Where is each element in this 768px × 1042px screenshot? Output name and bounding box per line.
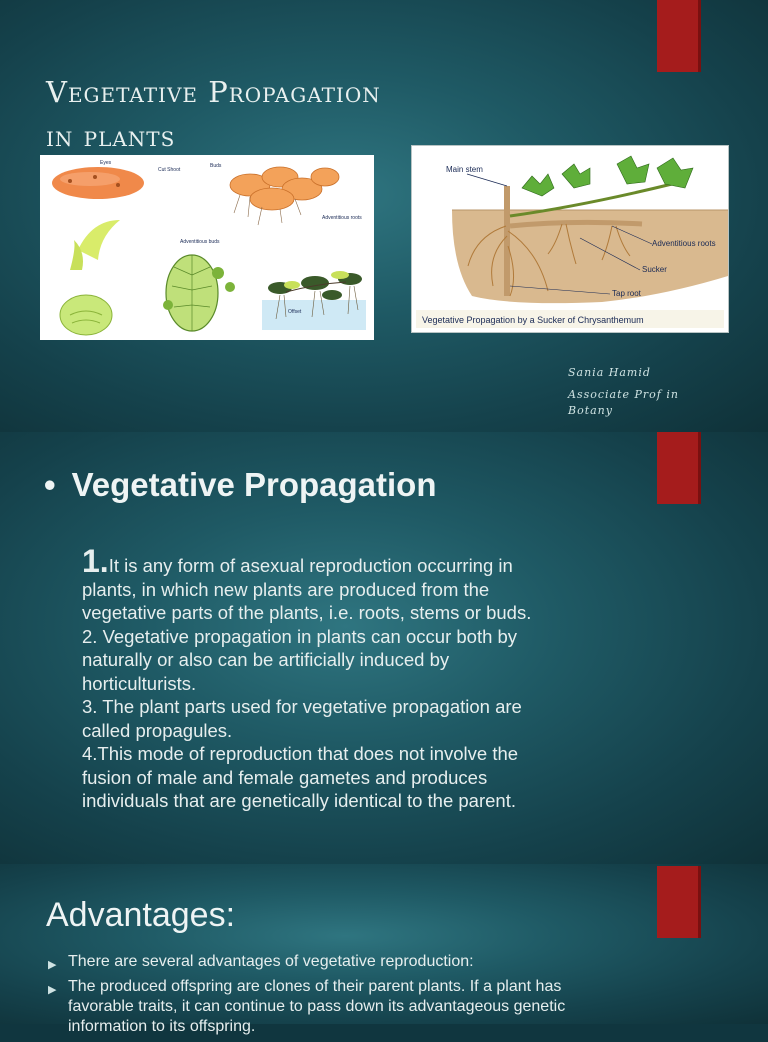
line-5: naturally or also can be artificially induced by: [82, 649, 450, 670]
title-line-2: in plants: [46, 119, 176, 153]
line-4: 2. Vegetative propagation in plants can occur both by: [82, 625, 518, 647]
slide-definition: [0, 432, 768, 864]
label-adventitious-roots: Adventitious roots: [322, 215, 362, 221]
label-buds: Buds: [210, 163, 222, 169]
diagram-caption: Vegetative Propagation by a Sucker of Chrysanthemum: [422, 315, 644, 325]
advantages-heading: Advantages:: [46, 896, 236, 934]
label-main-stem: Main stem: [446, 165, 483, 174]
label-eyes: Eyes: [100, 160, 112, 166]
accent-bar: [657, 866, 701, 938]
heading-text: Vegetative Propagation: [71, 466, 437, 503]
propagation-examples-image: [40, 155, 374, 340]
triangle-bullet-icon: ▶: [48, 959, 57, 971]
author-block: [568, 365, 679, 425]
line-11: individuals that are genetically identical to the parent.: [82, 790, 516, 811]
slide-title: [0, 0, 768, 432]
label-adventitious-buds: Adventitious buds: [180, 239, 220, 245]
bullet-dot: •: [44, 466, 56, 503]
accent-bar: [657, 0, 701, 72]
line-3: vegetative parts of the plants, i.e. roots, stems or buds.: [82, 602, 532, 623]
advantages-list: [46, 952, 606, 1042]
line-6: horticulturists.: [82, 672, 197, 694]
line-8: called propagules.: [82, 719, 233, 741]
line-9: 4.This mode of reproduction that does not involve the: [82, 743, 519, 764]
list-item: ▶ The produced offspring are clones of their parent plants. If a plant has favorable traits, it can continue to pass down its advantageous genetic information to its offspring.: [48, 978, 566, 1035]
label-offset: Offset: [288, 309, 302, 315]
accent-bar: [657, 432, 701, 504]
line-1: 1.It is any form of asexual reproduction occurring in: [82, 543, 513, 579]
triangle-bullet-icon: ▶: [48, 984, 57, 996]
label-adventitious-roots: Adventitious roots: [652, 239, 716, 248]
line-10: fusion of male and female gametes and produces: [82, 766, 488, 788]
chrysanthemum-sucker-diagram: [411, 145, 729, 333]
list-item: ▶ There are several advantages of vegetative reproduction:: [46, 952, 606, 972]
author-name: Sania Hamid: [568, 366, 651, 379]
slide-title-text: [46, 70, 381, 158]
line-7: 3. The plant parts used for vegetative propagation are: [82, 696, 522, 717]
author-role: Associate Prof in Botany: [568, 388, 679, 417]
label-tap-root: Tap root: [612, 289, 641, 298]
slide-advantages: [0, 864, 768, 1035]
title-line-1: Vegetative Propagation: [46, 75, 381, 109]
label-cut-shoot: Cut Shoot: [158, 167, 181, 173]
definition-text: [82, 543, 612, 813]
line-2: plants, in which new plants are produced from the: [82, 578, 490, 600]
slide-heading: [44, 466, 437, 504]
label-sucker: Sucker: [642, 265, 667, 274]
